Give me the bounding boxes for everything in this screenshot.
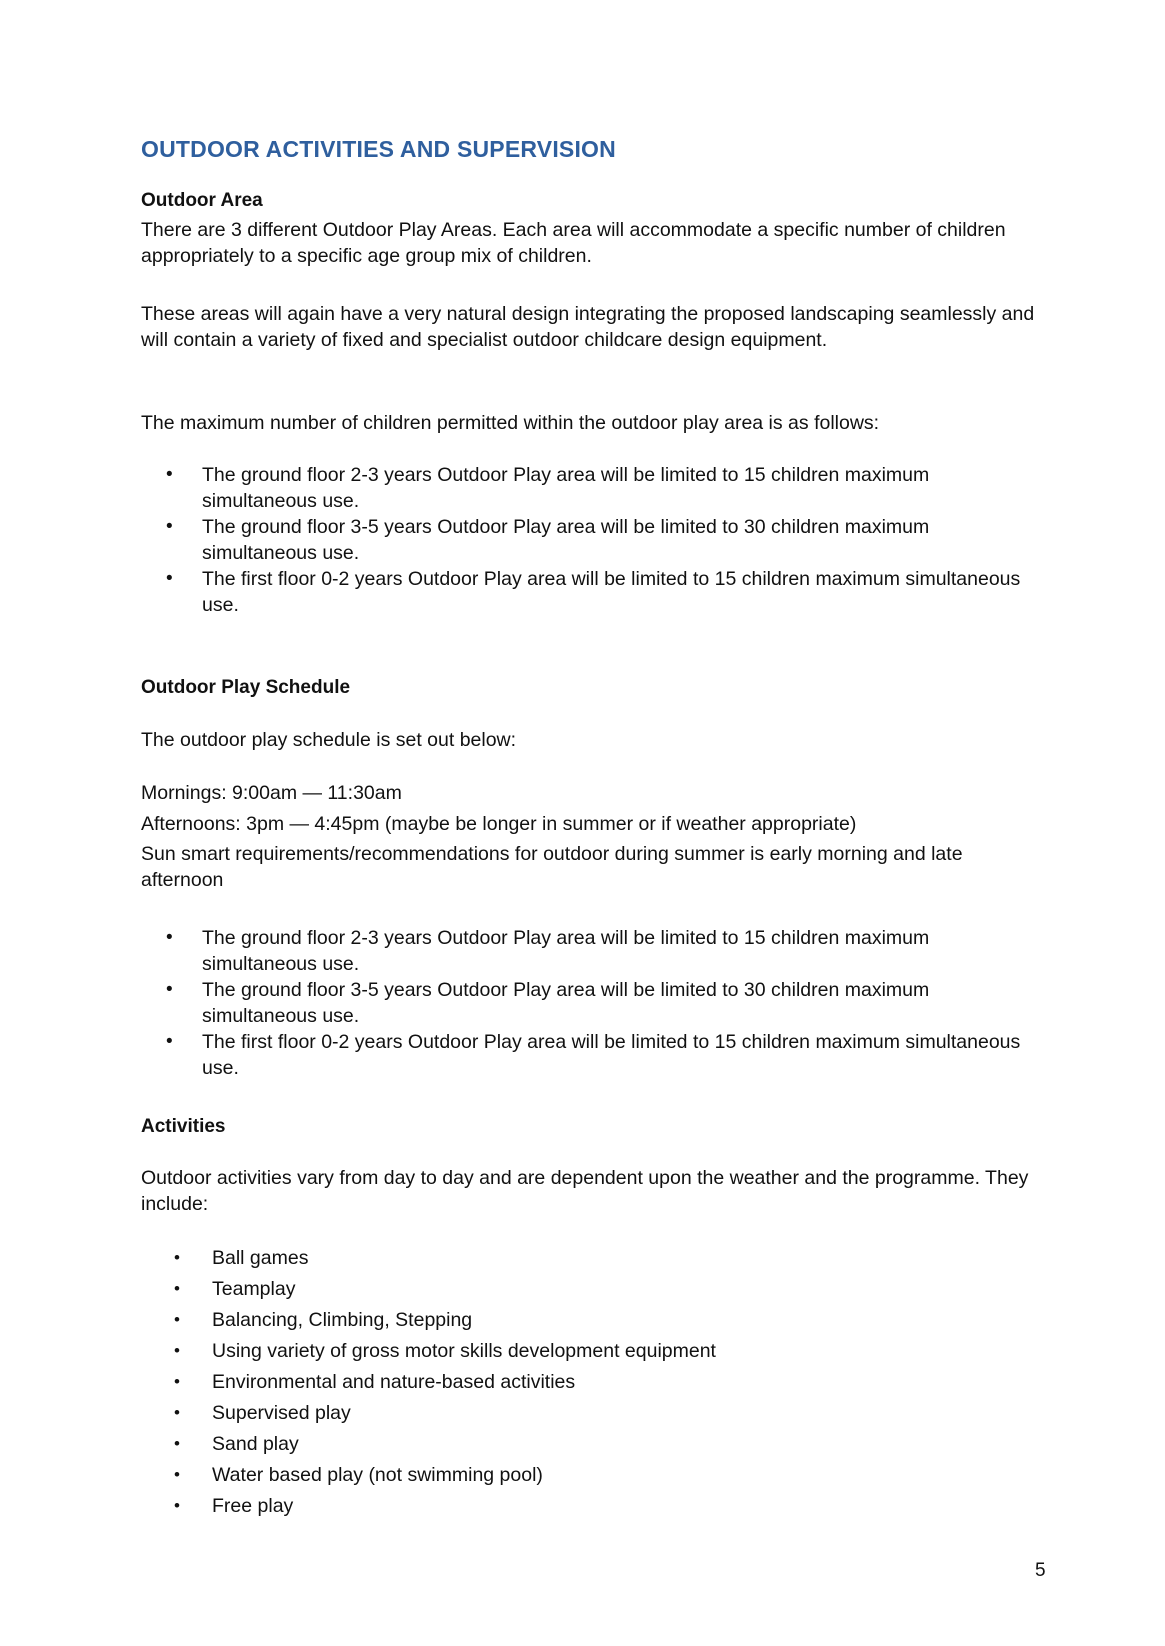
page-number: 5 <box>1035 1560 1046 1581</box>
activities-heading: Activities <box>141 1116 226 1137</box>
list-item: • Free play <box>174 1495 294 1517</box>
schedule-mornings: Mornings: 9:00am — 11:30am <box>141 782 402 804</box>
bullet-icon: • <box>174 1341 180 1360</box>
list-item: • The ground floor 3-5 years Outdoor Play area will be limited to 30 children maximum simultaneous use. <box>166 979 930 1027</box>
list-item: • Balancing, Climbing, Stepping <box>174 1309 473 1331</box>
activities-intro: Outdoor activities vary from day to day and are dependent upon the weather and the programme. They include: <box>141 1167 1029 1215</box>
outdoor-area-capacity-list <box>141 462 1021 618</box>
schedule-sun-smart: Sun smart requirements/recommendations for outdoor during summer is early morning and late afternoon <box>141 843 963 891</box>
list-item: • Environmental and nature-based activities <box>174 1371 576 1393</box>
list-item: • Teamplay <box>174 1278 296 1300</box>
bullet-icon: • <box>166 568 173 589</box>
bullet-icon: • <box>174 1403 180 1422</box>
list-item: • The ground floor 2-3 years Outdoor Play area will be limited to 15 children maximum simultaneous use. <box>166 464 930 512</box>
bullet-icon: • <box>174 1465 180 1484</box>
list-item: • Water based play (not swimming pool) <box>174 1464 543 1486</box>
bullet-icon: • <box>174 1279 180 1298</box>
outdoor-area-paragraph-3: The maximum number of children permitted within the outdoor play area is as follows: <box>141 412 880 434</box>
schedule-intro: The outdoor play schedule is set out below: <box>141 729 517 751</box>
bullet-icon: • <box>166 464 173 485</box>
list-item: • The ground floor 3-5 years Outdoor Play area will be limited to 30 children maximum simultaneous use. <box>166 516 930 564</box>
bullet-icon: • <box>174 1248 180 1267</box>
outdoor-area-heading: Outdoor Area <box>141 190 263 211</box>
list-item: • Supervised play <box>174 1402 351 1424</box>
list-item: • The ground floor 2-3 years Outdoor Play area will be limited to 15 children maximum simultaneous use. <box>166 927 930 975</box>
schedule-capacity-list <box>141 925 1021 1081</box>
bullet-icon: • <box>174 1310 180 1329</box>
outdoor-area-paragraph-2: These areas will again have a very natural design integrating the proposed landscaping seamlessly and will contain a variety of fixed and specialist outdoor childcare design equipment. <box>141 303 1035 351</box>
list-item: • Sand play <box>174 1433 299 1455</box>
list-item: • The first floor 0-2 years Outdoor Play area will be limited to 15 children maximum simultaneous use. <box>166 568 1021 616</box>
outdoor-area-paragraph-1: There are 3 different Outdoor Play Areas. Each area will accommodate a specific number of children appropriately to a specific age group mix of children. <box>141 219 1006 267</box>
bullet-icon: • <box>174 1372 180 1391</box>
bullet-icon: • <box>174 1496 180 1515</box>
bullet-icon: • <box>166 979 173 1000</box>
activities-list <box>141 1245 716 1524</box>
bullet-icon: • <box>166 927 173 948</box>
bullet-icon: • <box>166 1031 173 1052</box>
schedule-afternoons: Afternoons: 3pm — 4:45pm (maybe be longer in summer or if weather appropriate) <box>141 813 857 835</box>
bullet-icon: • <box>174 1434 180 1453</box>
list-item: • Using variety of gross motor skills development equipment <box>174 1340 716 1362</box>
list-item: • Ball games <box>174 1247 309 1269</box>
schedule-heading: Outdoor Play Schedule <box>141 677 351 698</box>
bullet-icon: • <box>166 516 173 537</box>
list-item: • The first floor 0-2 years Outdoor Play area will be limited to 15 children maximum simultaneous use. <box>166 1031 1021 1079</box>
page-title: OUTDOOR ACTIVITIES AND SUPERVISION <box>141 136 616 162</box>
